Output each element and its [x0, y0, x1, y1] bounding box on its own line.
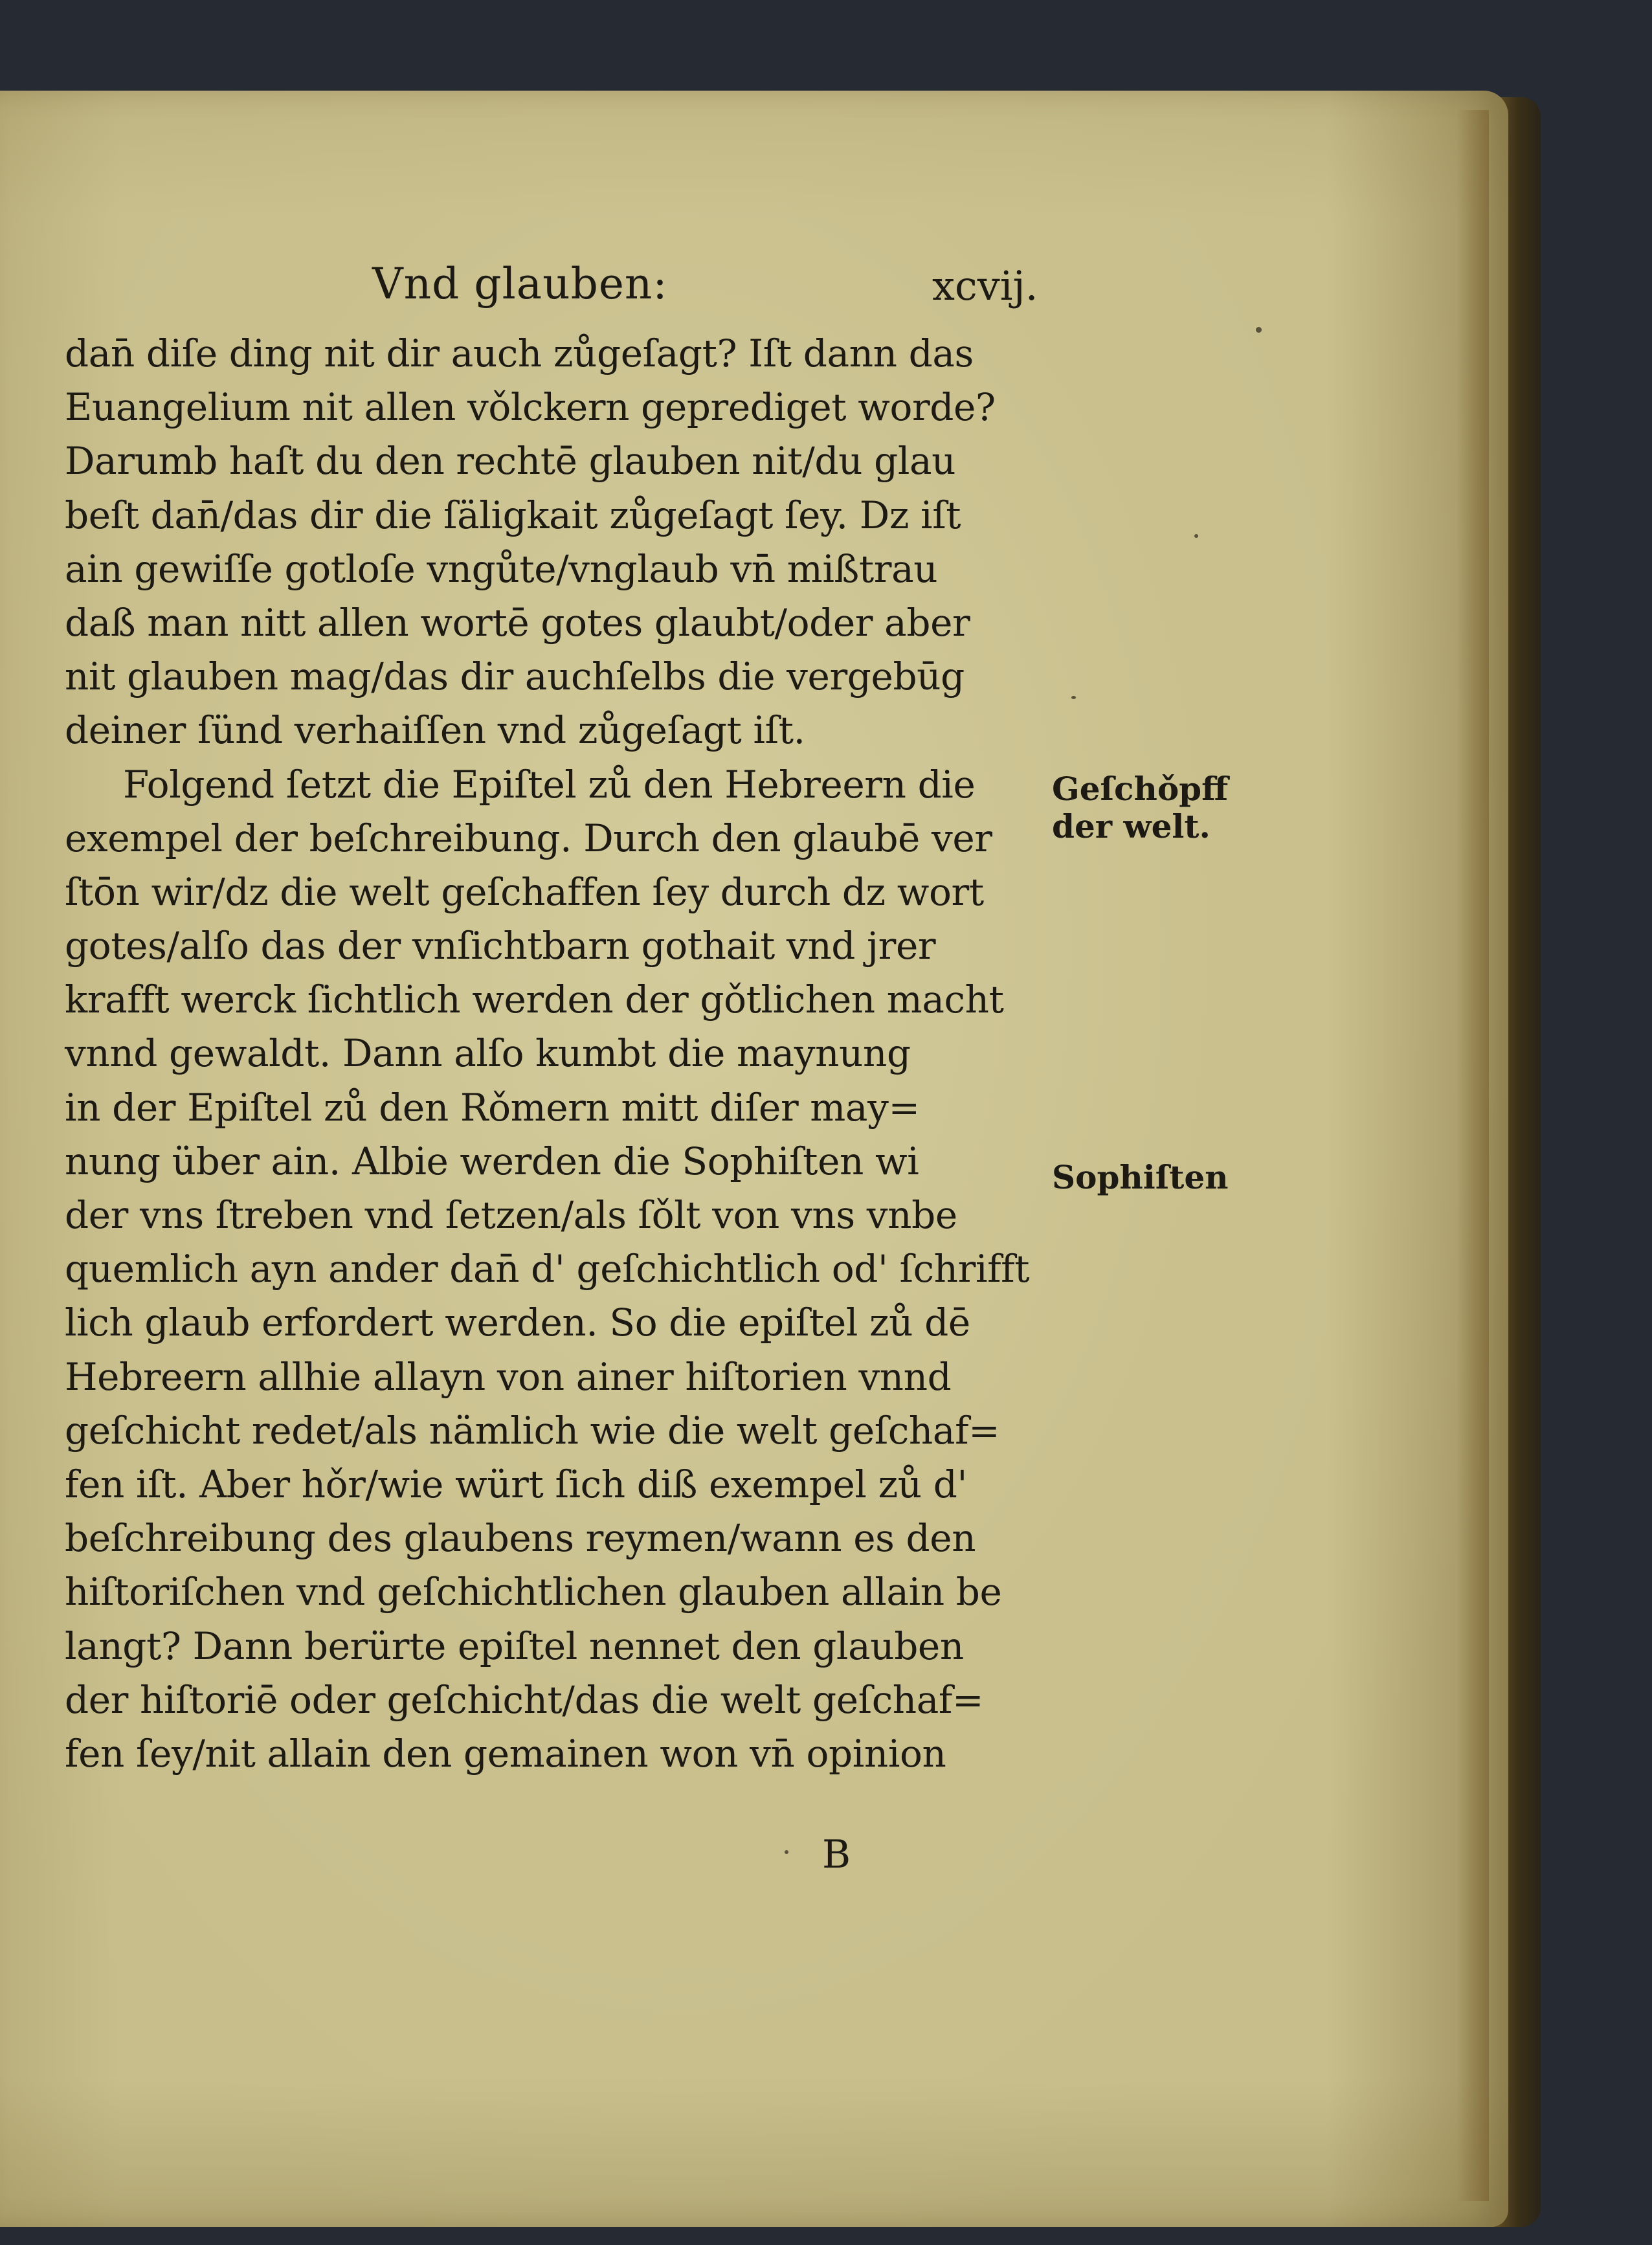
text-line: Darumb haſt du den rechtē glauben nit/du glau: [65, 439, 956, 484]
text-line: gotes/alſo das der vnſichtbarn gothait vnd jrer: [65, 924, 936, 968]
ink-speck: [1194, 534, 1198, 538]
text-line: ſtōn wir/dz die welt geſchaffen ſey durch dz wort: [65, 869, 984, 914]
text-line: geſchicht redet/als nämlich wie die welt geſchaf=: [65, 1408, 1000, 1453]
text-line: hiſtoriſchen vnd geſchichtlichen glauben allain be: [65, 1570, 1002, 1614]
text-line: ain gewiſſe gotloſe vngůte/vnglaub vn̄ mißtrau: [65, 546, 938, 591]
marginal-note-creation: [1052, 770, 1228, 845]
marginal-note-line: der welt.: [1052, 807, 1211, 845]
text-line: dan̄ diſe ding nit dir auch zůgeſagt? Iſt dann das: [65, 331, 974, 375]
marginal-note-line: Sophiſten: [1052, 1158, 1229, 1196]
text-line: exempel der beſchreibung. Durch den glaubē ver: [65, 816, 992, 860]
text-line: vnnd gewaldt. Dann alſo kumbt die maynung: [65, 1031, 911, 1076]
text-line: nit glauben mag/das dir auchſelbs die vergebūg: [65, 654, 965, 699]
text-line: Folgend ſetzt die Epiſtel zů den Hebreern die: [123, 762, 976, 807]
folio-number: xcvij.: [932, 262, 1038, 309]
text-line: nung über ain. Albie werden die Sophiſten wi: [65, 1139, 919, 1183]
text-line: in der Epiſtel zů den Rǒmern mitt diſer may=: [65, 1085, 920, 1130]
ink-speck: [785, 1850, 788, 1854]
text-line: beſt dan̄/das dir die ſäligkait zůgeſagt ſey. Dz iſt: [65, 493, 961, 537]
text-line: krafft werck ſichtlich werden der gǒtlichen macht: [65, 977, 1004, 1022]
ink-speck: [1256, 327, 1262, 333]
running-head: Vnd glauben:: [372, 259, 668, 309]
signature-mark: B: [822, 1832, 851, 1877]
text-line: quemlich ayn ander dan̄ d' geſchichtlich od' ſchrifft: [65, 1247, 1030, 1291]
text-line: fen ſey/nit allain den gemainen won vn̄ opinion: [65, 1731, 946, 1776]
main-text-block: [65, 327, 1088, 1781]
page-gutter-shadow: [1457, 110, 1489, 2201]
text-line: fen iſt. Aber hǒr/wie würt ſich diß exempel zů d': [65, 1462, 968, 1506]
ink-speck: [1071, 696, 1076, 699]
marginal-note-line: Geſchǒpff: [1052, 770, 1229, 808]
text-line: daß man nitt allen wortē gotes glaubt/oder aber: [65, 600, 970, 645]
marginal-note-sophists: [1052, 1159, 1229, 1196]
text-line: beſchreibung des glaubens reymen/wann es den: [65, 1516, 976, 1561]
text-line: der vns ſtreben vnd ſetzen/als ſǒlt von vns vnbe: [65, 1193, 957, 1237]
text-line: langt? Dann berürte epiſtel nennet den glauben: [65, 1624, 964, 1668]
text-line: Hebreern allhie allayn von ainer hiſtorien vnnd: [65, 1354, 952, 1399]
text-line: deiner ſünd verhaiſſen vnd zůgeſagt iſt.: [65, 708, 805, 753]
text-line: der hiſtoriē oder geſchicht/das die welt geſchaf=: [65, 1677, 984, 1722]
text-line: Euangelium nit allen vǒlckern geprediget worde?: [65, 385, 996, 430]
text-line: lich glaub erfordert werden. So die epiſtel zů dē: [65, 1301, 970, 1345]
